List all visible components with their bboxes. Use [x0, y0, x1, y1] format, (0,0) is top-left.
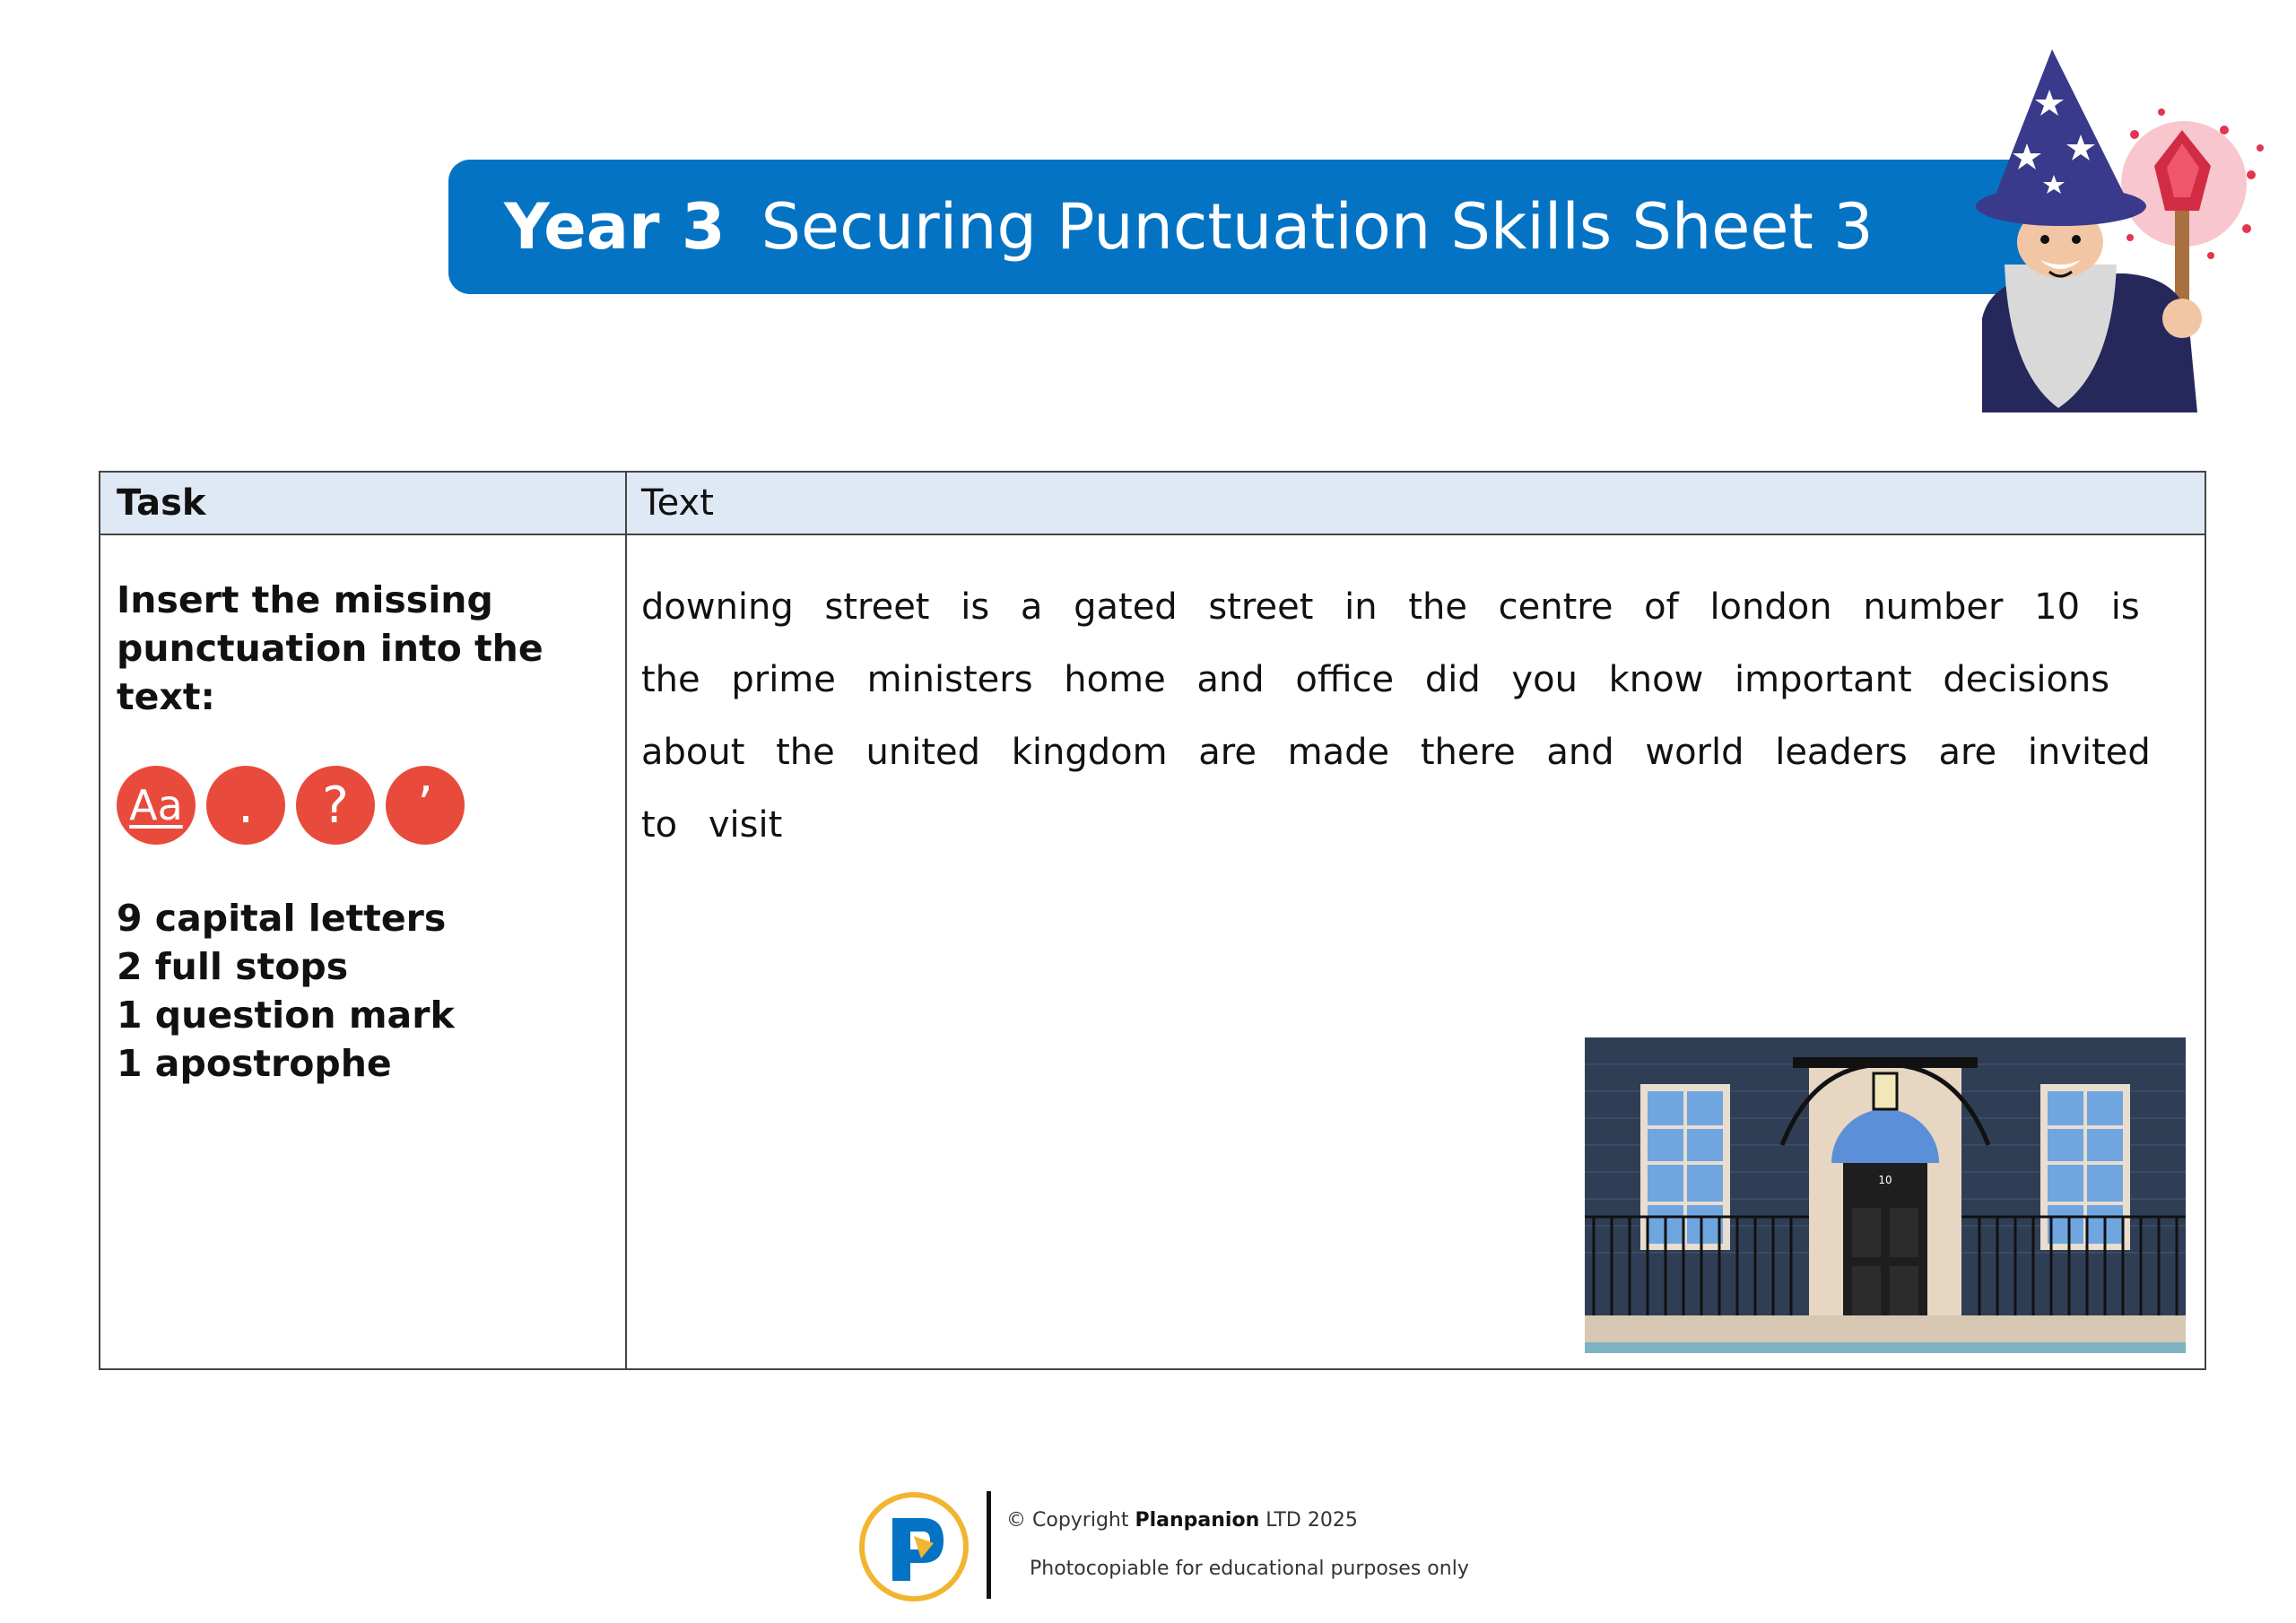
- year-label: Year 3: [504, 190, 726, 264]
- capital-letter-icon: Aa: [117, 766, 196, 845]
- passage-line-4: to visit: [641, 804, 783, 846]
- page-title: [504, 160, 1874, 294]
- photocopy-note: Photocopiable for educational purposes only: [1030, 1558, 1469, 1580]
- table-header-row: [100, 473, 2205, 535]
- text-column-header: Text: [641, 482, 714, 524]
- count-full-stops: 2 full stops: [117, 945, 349, 988]
- passage-line-3: about the united kingdom are made there and world leaders are invited: [641, 732, 2151, 773]
- apostrophe-icon: ’: [386, 766, 465, 845]
- count-question-mark: 1 question mark: [117, 994, 455, 1037]
- copyright-prefix: © Copyright: [1006, 1509, 1129, 1532]
- task-column-header: Task: [117, 482, 206, 524]
- wizard-icon: [1955, 49, 2278, 412]
- door-number: 10: [1878, 1174, 1892, 1186]
- worksheet-table: [99, 471, 2206, 1370]
- copyright-text: [1006, 1509, 1358, 1532]
- column-divider: [625, 473, 627, 1368]
- full-stop-icon: .: [206, 766, 285, 845]
- passage-cell: [641, 571, 2166, 862]
- sheet-title: Securing Punctuation Skills Sheet 3: [761, 190, 1874, 264]
- passage-line-1: downing street is a gated street in the centre of london number 10 is: [641, 586, 2140, 628]
- count-capital-letters: 9 capital letters: [117, 897, 447, 940]
- copyright-suffix: LTD 2025: [1265, 1509, 1358, 1532]
- downing-street-illustration: [1585, 1037, 2186, 1353]
- planpanion-logo: [858, 1491, 970, 1602]
- instruction-line-1: Insert the missing: [117, 578, 493, 621]
- punctuation-counts: [117, 894, 619, 1088]
- punctuation-icons: [117, 766, 619, 845]
- count-apostrophe: 1 apostrophe: [117, 1042, 392, 1085]
- instruction-text: [117, 576, 619, 721]
- question-mark-icon: ?: [296, 766, 375, 845]
- instruction-line-2: punctuation into the text:: [117, 627, 544, 718]
- footer-divider: [987, 1491, 991, 1599]
- task-cell: [117, 576, 619, 1088]
- brand-name: Planpanion: [1135, 1509, 1260, 1532]
- passage-line-2: the prime ministers home and office did you know important decisions: [641, 659, 2110, 700]
